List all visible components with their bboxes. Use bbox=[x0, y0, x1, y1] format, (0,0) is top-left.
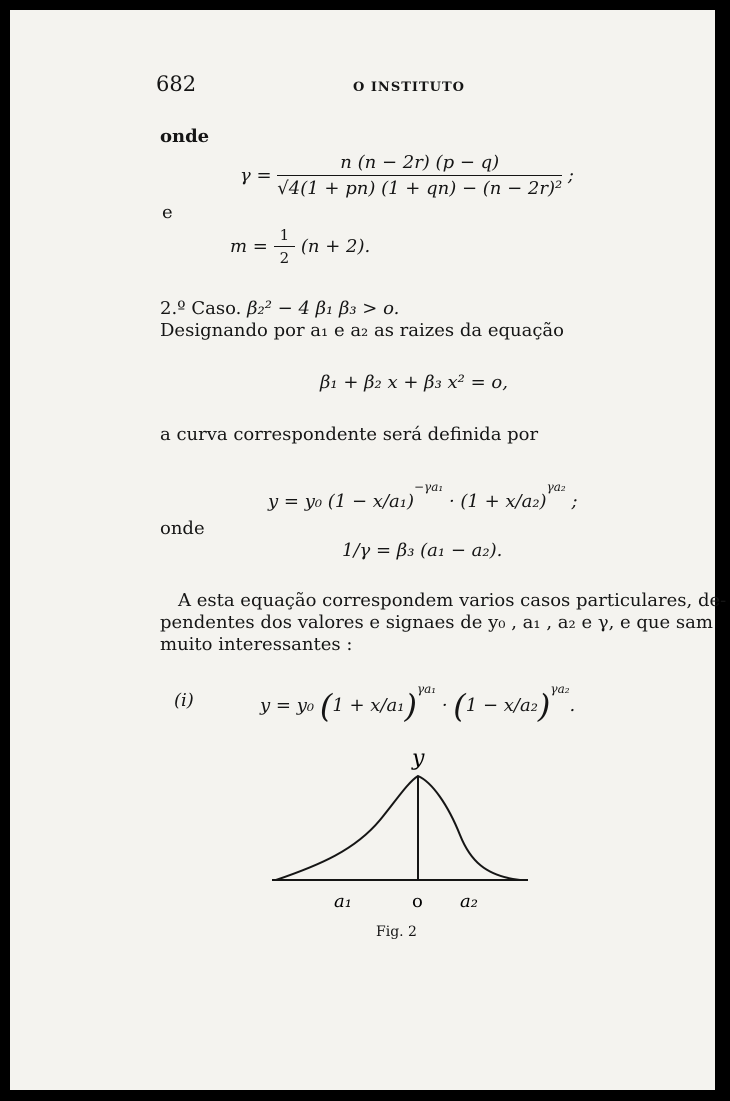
paragraph-line2: pendentes dos valores e signaes de y₀ , a₁ , a₂ e γ, e que sam bbox=[160, 612, 713, 633]
paren-close-1: ) bbox=[404, 687, 417, 725]
gamma-denominator: √4(1 + pn) (1 + qn) − (n − 2r)² bbox=[277, 178, 563, 199]
curve-end: ; bbox=[571, 491, 578, 512]
case2-line2: Designando por a₁ e a₂ as raizes da equação bbox=[160, 320, 564, 341]
case2-line3: a curva correspondente será definida por bbox=[160, 424, 539, 445]
y-axis-label: y bbox=[412, 746, 425, 771]
frequency-curve bbox=[276, 776, 520, 880]
curve-mid: · (1 + x/a₂) bbox=[448, 491, 547, 512]
curve-exp1: −γa₁ bbox=[414, 480, 444, 494]
origin-label: o bbox=[412, 891, 423, 912]
book-page bbox=[10, 10, 727, 1090]
m-equation bbox=[230, 226, 370, 267]
case-i-exp2: γa₂ bbox=[550, 682, 570, 696]
case-i-dot: · bbox=[441, 695, 448, 716]
case-i-f1: 1 + x/a₁ bbox=[332, 695, 405, 716]
figure-caption: Fig. 2 bbox=[376, 924, 417, 940]
gamma-end: ; bbox=[567, 165, 574, 186]
case-i-main: y = y₀ bbox=[260, 695, 315, 716]
case2-condition: β₂² − 4 β₁ β₃ > o. bbox=[247, 298, 400, 319]
fig2-diagram bbox=[260, 740, 540, 930]
paren-open-1: ( bbox=[319, 687, 333, 725]
running-head: O INSTITUTO bbox=[353, 80, 465, 95]
case-i-equation bbox=[260, 682, 575, 725]
curve-equation bbox=[268, 480, 578, 512]
m-frac-num: 1 bbox=[274, 226, 296, 247]
paragraph-line3: muito interessantes : bbox=[160, 634, 353, 655]
page-number: 682 bbox=[156, 72, 197, 96]
case-i-f2: 1 − x/a₂ bbox=[465, 695, 538, 716]
curve-exp2: γa₂ bbox=[546, 480, 566, 494]
onde-label-2: onde bbox=[160, 518, 205, 539]
case2-heading-line bbox=[160, 298, 399, 319]
paren-close-2: ) bbox=[537, 687, 551, 725]
m-frac-den: 2 bbox=[279, 249, 290, 267]
gamma-lhs: γ = bbox=[240, 165, 272, 186]
gamma-numerator: n (n − 2r) (p − q) bbox=[277, 152, 562, 176]
gamma-fraction bbox=[277, 152, 562, 199]
gamma-equation bbox=[240, 152, 574, 199]
m-rhs: (n + 2). bbox=[300, 236, 371, 257]
paragraph-line1: A esta equação correspondem varios casos particulares, de- bbox=[178, 590, 727, 611]
case2-heading: 2.º Caso. bbox=[160, 298, 242, 319]
m-lhs: m = bbox=[230, 236, 268, 257]
left-root-label: a₁ bbox=[334, 891, 352, 912]
case-i-exp1: γa₁ bbox=[416, 682, 437, 696]
m-fraction bbox=[274, 226, 296, 267]
onde-label: onde bbox=[160, 126, 210, 147]
e-label: e bbox=[162, 202, 173, 223]
quadratic-equation: β₁ + β₂ x + β₃ x² = o, bbox=[320, 372, 508, 393]
case-i-label: (i) bbox=[174, 690, 194, 711]
gamma-definition: 1/γ = β₃ (a₁ − a₂). bbox=[342, 540, 503, 561]
curve-main: y = y₀ (1 − x/a₁) bbox=[268, 491, 414, 512]
case-i-end: . bbox=[569, 695, 576, 716]
right-root-label: a₂ bbox=[460, 891, 478, 912]
paren-open-2: ( bbox=[453, 687, 466, 725]
